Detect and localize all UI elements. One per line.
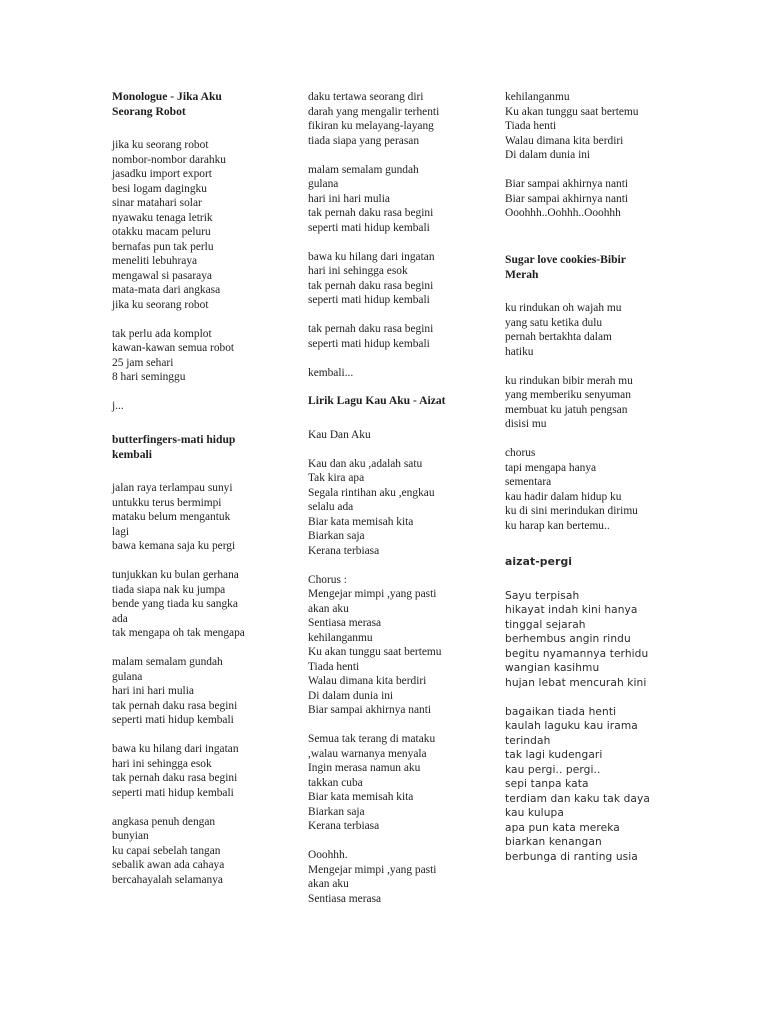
lyric-line: Semua tak terang di mataku	[308, 733, 436, 745]
lyric-line: biarkan kenangan	[505, 836, 602, 848]
song-butterfingers-mati-hidup-kembali	[112, 433, 292, 902]
lyric-line: tak mengapa oh tak mengapa	[112, 627, 245, 639]
lyric-line: untukku terus bermimpi	[112, 496, 222, 509]
lyric-line: tak lagi kudengari	[505, 749, 603, 761]
lyric-line: tiada siapa nak ku jumpa	[112, 583, 226, 596]
lyric-line: ku di sini merindukan dirimu	[505, 505, 638, 517]
lyric-line: tiada siapa yang perasan	[308, 134, 420, 147]
lyric-line: malam semalam gundah	[112, 656, 223, 668]
song-title-line: Seorang Robot	[112, 104, 186, 118]
lyric-line: sementara	[505, 476, 552, 488]
lyric-line: fikiran ku melayang-layang	[308, 120, 434, 132]
lyric-line: lagi	[112, 525, 130, 538]
lyric-line: ku capai sebelah tangan	[112, 844, 221, 857]
lyric-stanza	[308, 90, 488, 148]
song-title	[308, 394, 488, 409]
lyric-line: kau pergi.. pergi..	[505, 763, 601, 776]
lyric-line: Di dalam dunia ini	[308, 689, 394, 702]
lyric-line: bawa ku hilang dari ingatan	[112, 743, 239, 755]
song-title-line: Lirik Lagu Kau Aku - Aizat	[308, 394, 446, 407]
lyric-line: bawa ku hilang dari ingatan	[308, 250, 435, 263]
lyric-line: membuat ku jatuh pengsan	[505, 403, 628, 416]
lyric-line: tak pernah daku rasa begini	[308, 279, 434, 292]
lyric-stanza	[112, 399, 292, 414]
lyric-line: Kau dan aku ,adalah satu	[308, 457, 423, 470]
lyric-line: Mengejar mimpi ,yang pasti	[308, 588, 437, 600]
song-title-line: Monologue - Jika Aku	[112, 90, 222, 103]
lyric-line: kehilanganmu	[308, 631, 373, 644]
lyric-line: Tiada henti	[505, 120, 557, 132]
lyric-line: 8 hari seminggu	[112, 371, 186, 383]
lyric-stanza	[308, 428, 488, 443]
lyric-line: gulana	[112, 670, 143, 683]
lyric-stanza	[308, 366, 488, 381]
lyric-line: hari ini hari mulia	[308, 192, 390, 205]
lyric-line: selalu ada	[308, 501, 354, 513]
lyric-line: jasadku import export	[112, 168, 212, 180]
song-aizat-pergi	[505, 555, 685, 879]
lyric-line: tak perlu ada komplot	[112, 327, 212, 340]
song-monologue-jika-aku-seorang-robot	[112, 90, 292, 428]
lyric-line: bawa kemana saja ku pergi	[112, 540, 236, 552]
lyric-line: ada	[112, 612, 128, 625]
lyric-line: j...	[112, 400, 124, 412]
lyric-line: hatiku	[505, 345, 534, 358]
song-title	[505, 253, 685, 282]
lyric-line: kawan-kawan semua robot	[112, 342, 235, 354]
lyric-line: otakku macam peluru	[112, 226, 211, 238]
lyric-line: seperti mati hidup kembali	[308, 221, 430, 234]
lyric-line: kau hadir dalam hidup ku	[505, 490, 622, 503]
song-title-line: butterfingers-mati hidup	[112, 433, 236, 446]
lyric-line: begitu nyamannya terhidu	[505, 647, 649, 660]
lyric-line: Sentiasa merasa	[308, 892, 382, 905]
lyric-line: berhembus angin rindu	[505, 633, 631, 645]
lyric-line: Chorus :	[308, 573, 347, 586]
lyric-line: sinar matahari solar	[112, 197, 202, 209]
lyric-line: disisi mu	[505, 418, 547, 430]
lyric-line: Ku akan tunggu saat bertemu	[505, 105, 639, 118]
lyric-line: Tak kira apa	[308, 472, 365, 484]
lyric-line: seperti mati hidup kembali	[112, 714, 234, 726]
lyric-line: daku tertawa seorang diri	[308, 91, 424, 103]
lyric-line: Biar sampai akhirnya nanti	[308, 704, 432, 716]
lyric-line: terdiam dan kaku tak daya	[505, 792, 650, 805]
lyric-line: 25 jam sehari	[112, 356, 174, 369]
lyric-line: mataku belum mengantuk	[112, 511, 231, 523]
lyric-line: mata-mata dari angkasa	[112, 284, 221, 296]
lyric-line: Walau dimana kita berdiri	[308, 675, 427, 687]
lyric-line: kau kulupa	[505, 807, 564, 819]
lyric-line: pernah bertakhta dalam	[505, 331, 612, 343]
song-title-line: aizat-pergi	[505, 555, 573, 568]
lyric-line: darah yang mengalir terhenti	[308, 105, 440, 118]
lyric-line: Biar kata memisah kita	[308, 791, 414, 803]
lyric-line: hari ini sehingga esok	[112, 757, 212, 770]
lyric-line: besi logam dagingku	[112, 182, 207, 195]
lyric-line: angkasa penuh dengan	[112, 815, 216, 828]
lyric-line: jika ku seorang robot	[112, 139, 209, 151]
lyric-line: hikayat indah kini hanya	[505, 604, 638, 616]
lyric-line: tinggal sejarah	[505, 618, 586, 631]
lyric-stanza	[308, 732, 488, 834]
lyric-stanza	[505, 177, 685, 221]
lyric-stanza	[112, 742, 292, 800]
lyric-line: bende yang tiada ku sangka	[112, 598, 238, 610]
song-sugar-love-cookies-bibir-merah	[505, 253, 685, 548]
lyric-line: Biarkan saja	[308, 530, 365, 542]
lyric-line: wangian kasihmu	[505, 662, 600, 674]
lyric-line: Biarkan saja	[308, 805, 365, 818]
lyric-line: bernafas pun tak perlu	[112, 240, 214, 253]
lyric-line: malam semalam gundah	[308, 163, 419, 176]
song-title	[112, 433, 292, 462]
lyric-stanza	[505, 589, 685, 691]
lyric-line: Ooohhh.	[308, 849, 348, 861]
song-title-line: Sugar love cookies-Bibir	[505, 253, 626, 266]
lyric-line: Biar kata memisah kita	[308, 515, 414, 528]
lyric-line: seperti mati hidup kembali	[112, 786, 234, 799]
lyric-line: nombor-nombor darahku	[112, 153, 226, 166]
lyric-line: hujan lebat mencurah kini	[505, 676, 647, 689]
lyric-line: gulana	[308, 178, 339, 190]
lyric-line: Sayu terpisah	[505, 589, 580, 602]
lyric-line: kembali...	[308, 366, 354, 379]
lyric-stanza	[112, 327, 292, 385]
lyric-stanza	[112, 568, 292, 641]
lyric-line: bagaikan tiada henti	[505, 705, 617, 718]
lyric-stanza	[505, 301, 685, 359]
lyric-line: Ingin merasa namun aku	[308, 762, 421, 774]
lyric-line: tunjukkan ku bulan gerhana	[112, 569, 239, 581]
lyric-line: ku rindukan bibir merah mu	[505, 374, 633, 387]
lyric-line: nyawaku tenaga letrik	[112, 211, 213, 224]
lyric-line: Ooohhh..Oohhh..Ooohhh	[505, 207, 621, 219]
song-continuation	[505, 90, 685, 235]
lyric-stanza	[112, 815, 292, 888]
lyric-line: tak pernah daku rasa begini	[308, 323, 434, 335]
lyric-line: sebalik awan ada cahaya	[112, 859, 225, 871]
lyric-line: Segala rintihan aku ,engkau	[308, 486, 435, 499]
lyric-line: Mengejar mimpi ,yang pasti	[308, 863, 437, 876]
lyric-line: yang memberiku senyuman	[505, 389, 631, 401]
lyric-line: Kerana terbiasa	[308, 820, 380, 832]
lyric-stanza	[308, 322, 488, 351]
lyric-line: ku rindukan oh wajah mu	[505, 302, 622, 314]
lyric-line: jalan raya terlampau sunyi	[112, 482, 233, 494]
lyric-line: terindah	[505, 734, 551, 747]
lyric-line: tak pernah daku rasa begini	[308, 207, 434, 219]
lyric-line: Walau dimana kita berdiri	[505, 134, 624, 147]
song-title-line: Merah	[505, 267, 539, 281]
lyric-stanza	[505, 374, 685, 432]
lyric-line: mengawal si pasaraya	[112, 269, 212, 282]
lyric-stanza	[112, 655, 292, 728]
lyric-line: Biar sampai akhirnya nanti	[505, 178, 629, 190]
lyric-stanza	[505, 705, 685, 865]
lyric-line: ,walau warnanya menyala	[308, 747, 427, 760]
lyric-stanza	[505, 90, 685, 163]
lyric-line: berbunga di ranting usia	[505, 850, 638, 863]
lyric-line: apa pun kata mereka	[505, 821, 620, 834]
lyric-line: Biar sampai akhirnya nanti	[505, 192, 629, 205]
lyric-stanza	[308, 457, 488, 559]
lyric-line: Di dalam dunia ini	[505, 149, 591, 161]
lyric-line: akan aku	[308, 602, 349, 615]
lyric-line: sepi tanpa kata	[505, 778, 589, 790]
song-title	[112, 90, 292, 119]
lyric-line: meneliti lebuhraya	[112, 255, 198, 267]
song-title	[505, 555, 685, 570]
lyric-line: bercahayalah selamanya	[112, 873, 223, 886]
lyric-line: tak pernah daku rasa begini	[112, 699, 238, 712]
song-title-line: kembali	[112, 447, 152, 461]
lyric-line: yang satu ketika dulu	[505, 316, 603, 329]
lyric-line: hari ini hari mulia	[112, 685, 194, 697]
lyric-line: Tiada henti	[308, 660, 360, 673]
lyric-stanza	[505, 446, 685, 533]
lyric-line: jika ku seorang robot	[112, 298, 209, 311]
lyric-line: Kerana terbiasa	[308, 544, 380, 557]
lyric-line: kehilanganmu	[505, 91, 570, 103]
lyric-line: chorus	[505, 447, 536, 459]
lyric-stanza	[112, 481, 292, 554]
lyric-line: kaulah laguku kau irama	[505, 720, 638, 732]
lyric-line: seperti mati hidup kembali	[308, 337, 430, 350]
lyric-line: seperti mati hidup kembali	[308, 294, 430, 306]
lyric-line: Kau Dan Aku	[308, 428, 371, 441]
lyric-stanza	[112, 138, 292, 312]
lyric-line: ku harap kan bertemu..	[505, 519, 610, 532]
song-kau-aku-aizat	[308, 394, 488, 921]
lyric-line: Sentiasa merasa	[308, 617, 382, 629]
lyric-line: tapi mengapa hanya	[505, 461, 597, 474]
lyric-line: tak pernah daku rasa begini	[112, 772, 238, 784]
lyric-stanza	[308, 250, 488, 308]
lyric-line: Ku akan tunggu saat bertemu	[308, 646, 442, 658]
lyric-stanza	[308, 848, 488, 906]
lyric-stanza	[308, 573, 488, 718]
lyric-line: hari ini sehingga esok	[308, 265, 408, 277]
lyric-line: bunyian	[112, 830, 149, 842]
lyric-line: akan aku	[308, 878, 349, 890]
lyric-line: takkan cuba	[308, 776, 363, 789]
song-continuation	[308, 90, 488, 395]
lyric-stanza	[308, 163, 488, 236]
